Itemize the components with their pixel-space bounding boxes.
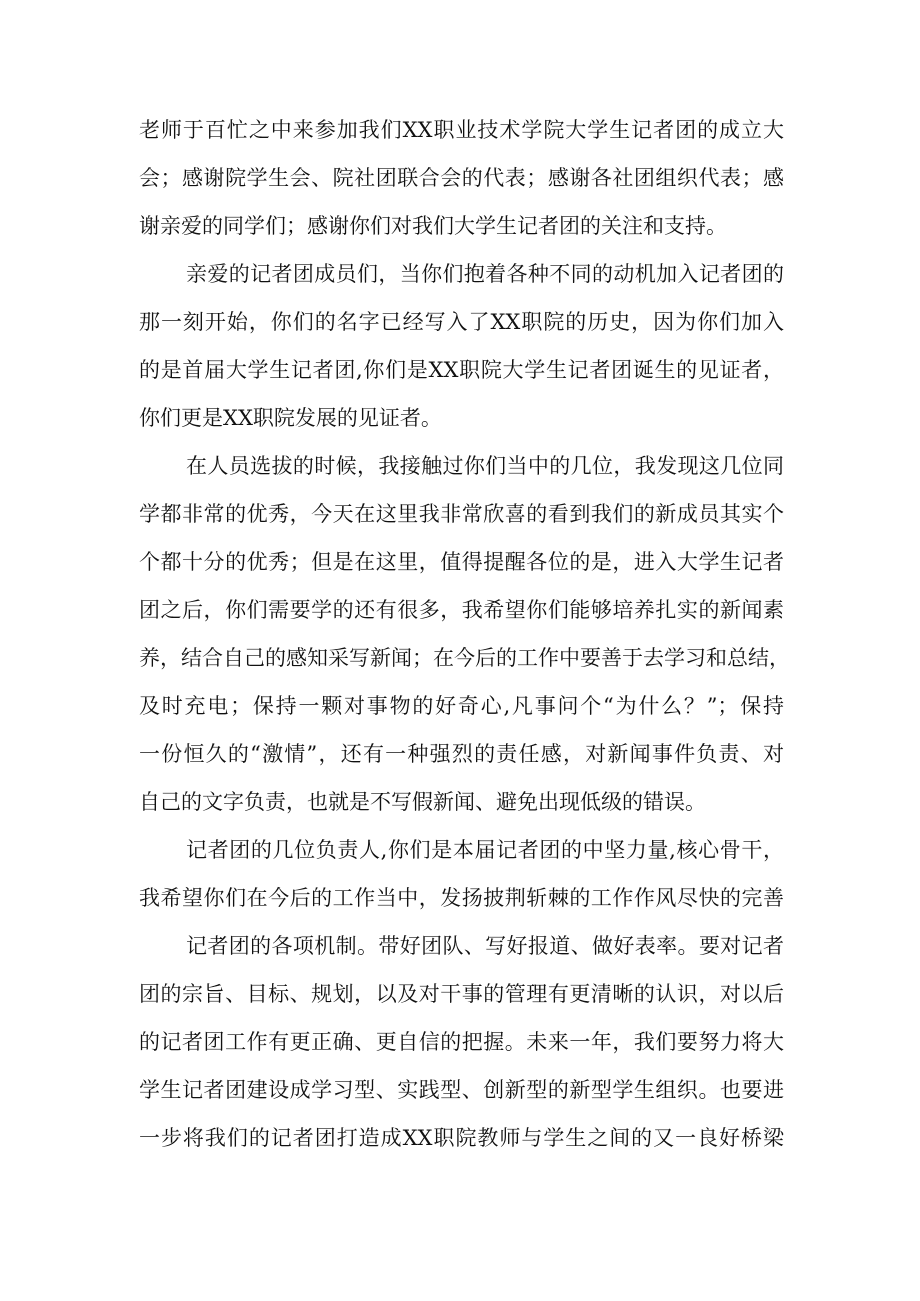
paragraph-first-line: 记者团的几位负责人,你们是本届记者团的中坚力量,核心骨干，	[186, 838, 784, 862]
text-line: 老师于百忙之中来参加我们XX职业技术学院大学生记者团的成立大	[139, 118, 784, 142]
text-line: 你们更是XX职院发展的见证者。	[139, 406, 442, 430]
text-line: 的记者团工作有更正确、更自信的把握。未来一年，我们要努力将大	[139, 1030, 784, 1054]
text-line: 团之后，你们需要学的还有很多，我希望你们能够培养扎实的新闻素	[139, 598, 784, 622]
text-line: 个都十分的优秀；但是在这里，值得提醒各位的是，进入大学生记者	[139, 550, 784, 574]
text-line: 会；感谢院学生会、院社团联合会的代表；感谢各社团组织代表；感	[139, 166, 784, 190]
text-line: 一步将我们的记者团打造成XX职院教师与学生之间的又一良好桥梁	[139, 1126, 784, 1150]
text-line: 记者团的各项机制。带好团队、写好报道、做好表率。要对记者	[186, 934, 784, 958]
text-line: 团的宗旨、目标、规划，以及对干事的管理有更清晰的认识，对以后	[139, 982, 784, 1006]
text-line: 养，结合自己的感知采写新闻；在今后的工作中要善于去学习和总结，	[139, 646, 790, 670]
text-line: 学生记者团建设成学习型、实践型、创新型的新型学生组织。也要进	[139, 1078, 784, 1102]
text-line: 学都非常的优秀，今天在这里我非常欣喜的看到我们的新成员其实个	[139, 502, 784, 526]
text-line: 自己的文字负责，也就是不写假新闻、避免出现低级的错误。	[139, 790, 706, 814]
text-line: 及时充电；保持一颗对事物的好奇心,凡事问个“为什么？”；保持	[139, 694, 784, 718]
text-line: 一份恒久的“激情”，还有一种强烈的责任感，对新闻事件负责、对	[139, 742, 784, 766]
paragraph-first-line: 在人员选拔的时候，我接触过你们当中的几位，我发现这几位同	[186, 454, 784, 478]
text-line: 那一刻开始，你们的名字已经写入了XX职院的历史，因为你们加入	[139, 310, 784, 334]
paragraph-first-line: 亲爱的记者团成员们，当你们抱着各种不同的动机加入记者团的	[186, 262, 784, 286]
text-line: 谢亲爱的同学们；感谢你们对我们大学生记者团的关注和支持。	[139, 214, 727, 238]
text-line: 我希望你们在今后的工作当中，发扬披荆斩棘的工作作风尽快的完善	[139, 886, 784, 910]
text-line: 的是首届大学生记者团,你们是XX职院大学生记者团诞生的见证者，	[139, 358, 784, 382]
